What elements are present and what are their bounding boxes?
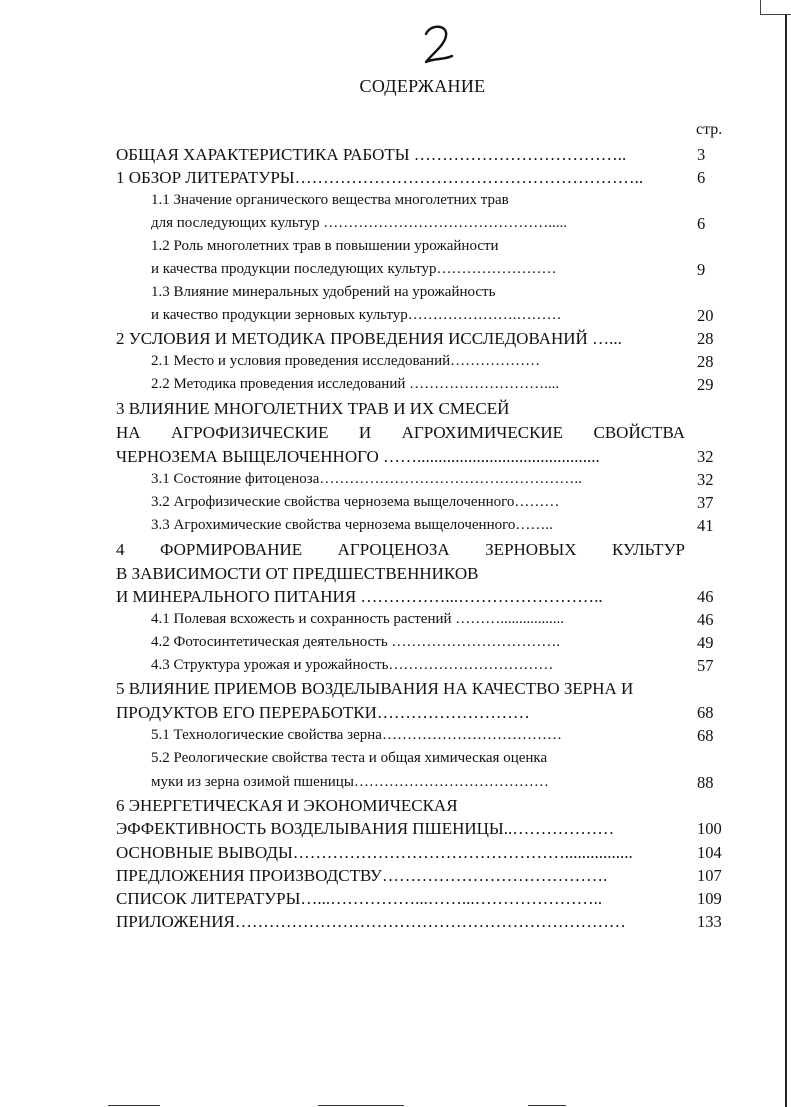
toc-entry	[0, 538, 791, 561]
toc-entry-text: НА АГРОФИЗИЧЕСКИЕ И АГРОХИМИЧЕСКИЕ СВОЙСТВА	[116, 423, 685, 442]
toc-entry-page: 6	[697, 168, 706, 187]
toc-entry-text: ЭФФЕКТИВНОСТЬ ВОЗДЕЛЫВАНИЯ ПШЕНИЦЫ..………………	[116, 819, 615, 838]
toc-entry	[0, 468, 791, 491]
toc-entry-text: муки из зерна озимой пшеницы…………………………………	[151, 774, 549, 790]
toc-entry-text: 2 УСЛОВИЯ И МЕТОДИКА ПРОВЕДЕНИЯ ИССЛЕДОВАНИЙ …...	[116, 329, 622, 348]
toc-entry-text: 3.1 Состояние фитоценоза……………………………………………..	[151, 471, 582, 487]
toc-entry-page: 100	[697, 819, 722, 838]
toc-entry	[0, 304, 791, 327]
toc-entry-text: 5.1 Технологические свойства зерна………………………………	[151, 727, 562, 743]
toc-entry-text: 4.3 Структура урожая и урожайность……………………………	[151, 657, 554, 673]
toc-entry	[0, 258, 791, 281]
toc-entry	[0, 585, 791, 608]
toc-entry-text: 2.1 Место и условия проведения исследований………………	[151, 353, 541, 369]
toc-entry-text: и качества продукции последующих культур……………………	[151, 261, 557, 277]
toc-entry-text: В ЗАВИСИМОСТИ ОТ ПРЕДШЕСТВЕННИКОВ	[116, 564, 479, 583]
toc-entry	[0, 166, 791, 189]
toc-entry-text: для последующих культур ……………………………………….....	[151, 215, 567, 231]
toc-entry-page: 104	[697, 843, 722, 862]
toc-entry-text: 6 ЭНЕРГЕТИЧЕСКАЯ И ЭКОНОМИЧЕСКАЯ	[116, 796, 458, 815]
toc-entry-page: 107	[697, 866, 722, 885]
toc-entry-text: и качество продукции зерновых культур………………….………	[151, 307, 562, 323]
footer-rule	[108, 1105, 160, 1106]
toc-entry	[0, 189, 791, 212]
toc-entry-text: 1.3 Влияние минеральных удобрений на урожайность	[151, 284, 496, 300]
toc-entry-page: 41	[697, 516, 714, 535]
toc-entry-text: 3.2 Агрофизические свойства чернозема выщелоченного………	[151, 494, 560, 510]
toc-entry	[0, 491, 791, 514]
toc-entry-page: 28	[697, 329, 714, 348]
toc-entry	[0, 794, 791, 817]
toc-entry-text: 3.3 Агрохимические свойства чернозема выщелоченного……..	[151, 517, 553, 533]
toc-entry-page: 68	[697, 726, 714, 745]
toc-entry-page: 46	[697, 610, 714, 629]
toc-entry-text: 1.1 Значение органического вещества многолетних трав	[151, 192, 509, 208]
toc-entry	[0, 771, 791, 794]
toc-entry	[0, 421, 791, 444]
toc-entry-text: ЧЕРНОЗЕМА ВЫЩЕЛОЧЕННОГО ……...........................................	[116, 447, 600, 466]
toc-entry-text: 2.2 Методика проведения исследований ………………………....	[151, 376, 560, 392]
document-title: СОДЕРЖАНИЕ	[359, 76, 486, 96]
toc-entry-page: 49	[697, 633, 714, 652]
toc-entry	[0, 724, 791, 747]
toc-entry-page: 37	[697, 493, 714, 512]
toc-entry	[0, 327, 791, 350]
toc-entry	[0, 608, 791, 631]
toc-entry-page: 57	[697, 656, 714, 675]
toc-entry-text: 1 ОБЗОР ЛИТЕРАТУРЫ……………………………………………………..	[116, 168, 644, 187]
toc-entry-page: 88	[697, 773, 714, 792]
toc-entry	[0, 212, 791, 235]
toc-entry	[0, 654, 791, 677]
toc-entry	[0, 562, 791, 585]
toc-entry-page: 68	[697, 703, 714, 722]
toc-entry-page: 6	[697, 214, 706, 233]
toc-entry-text: ОБЩАЯ ХАРАКТЕРИСТИКА РАБОТЫ ………………………………..	[116, 145, 627, 164]
toc-entry-text: 5 ВЛИЯНИЕ ПРИЕМОВ ВОЗДЕЛЫВАНИЯ НА КАЧЕСТВО ЗЕРНА И	[116, 679, 634, 698]
toc-entry	[0, 910, 791, 933]
toc-entry	[0, 747, 791, 770]
toc-entry	[0, 677, 791, 700]
toc-entry-text: И МИНЕРАЛЬНОГО ПИТАНИЯ ……………...……………………..	[116, 587, 603, 606]
toc-entry	[0, 841, 791, 864]
toc-entry-page: 32	[697, 470, 714, 489]
toc-entry-text: 4.2 Фотосинтетическая деятельность …………………………….	[151, 634, 561, 650]
toc-entry-page: 46	[697, 587, 714, 606]
toc-entry	[0, 514, 791, 537]
toc-entry	[0, 864, 791, 887]
page-column-header: стр.	[696, 121, 723, 138]
toc-entry-text: ОСНОВНЫЕ ВЫВОДЫ…………………………………………................	[116, 843, 633, 862]
toc-entry	[0, 817, 791, 840]
toc-entry-page: 32	[697, 447, 714, 466]
toc-entry-page: 3	[697, 145, 706, 164]
toc-entry	[0, 350, 791, 373]
toc-entry-text: 4 ФОРМИРОВАНИЕ АГРОЦЕНОЗА ЗЕРНОВЫХ КУЛЬТУР	[116, 540, 685, 559]
toc-entry-page: 29	[697, 375, 714, 394]
toc-entry-page: 9	[697, 260, 706, 279]
toc-entry	[0, 143, 791, 166]
toc-entry	[0, 281, 791, 304]
toc-entry-page: 133	[697, 912, 722, 931]
toc-entry	[0, 373, 791, 396]
toc-entry-page: 109	[697, 889, 722, 908]
toc-entry	[0, 397, 791, 420]
toc-entry	[0, 701, 791, 724]
toc-entry-page: 20	[697, 306, 714, 325]
toc-entry-page: 28	[697, 352, 714, 371]
toc-entry-text: 3 ВЛИЯНИЕ МНОГОЛЕТНИХ ТРАВ И ИХ СМЕСЕЙ	[116, 399, 510, 418]
toc-entry-text: 5.2 Реологические свойства теста и общая химическая оценка	[151, 750, 548, 766]
toc-entry	[0, 235, 791, 258]
toc-entry	[0, 631, 791, 654]
footer-rule	[528, 1105, 566, 1106]
toc-entry-text: 4.1 Полевая всхожесть и сохранность растений ……….................	[151, 611, 565, 627]
footer-rule	[318, 1105, 404, 1106]
toc-entry-text: 1.2 Роль многолетних трав в повышении урожайности	[151, 238, 499, 254]
toc-entry	[0, 887, 791, 910]
toc-entry-text: ПРИЛОЖЕНИЯ……………………………………………………………	[116, 912, 626, 931]
toc-entry-text: ПРОДУКТОВ ЕГО ПЕРЕРАБОТКИ………………………	[116, 703, 530, 722]
toc-entry-text: ПРЕДЛОЖЕНИЯ ПРОИЗВОДСТВУ………………………………….	[116, 866, 608, 885]
toc-entry-text: СПИСОК ЛИТЕРАТУРЫ…...……………...……...…………………..	[116, 889, 603, 908]
toc-entry	[0, 445, 791, 468]
